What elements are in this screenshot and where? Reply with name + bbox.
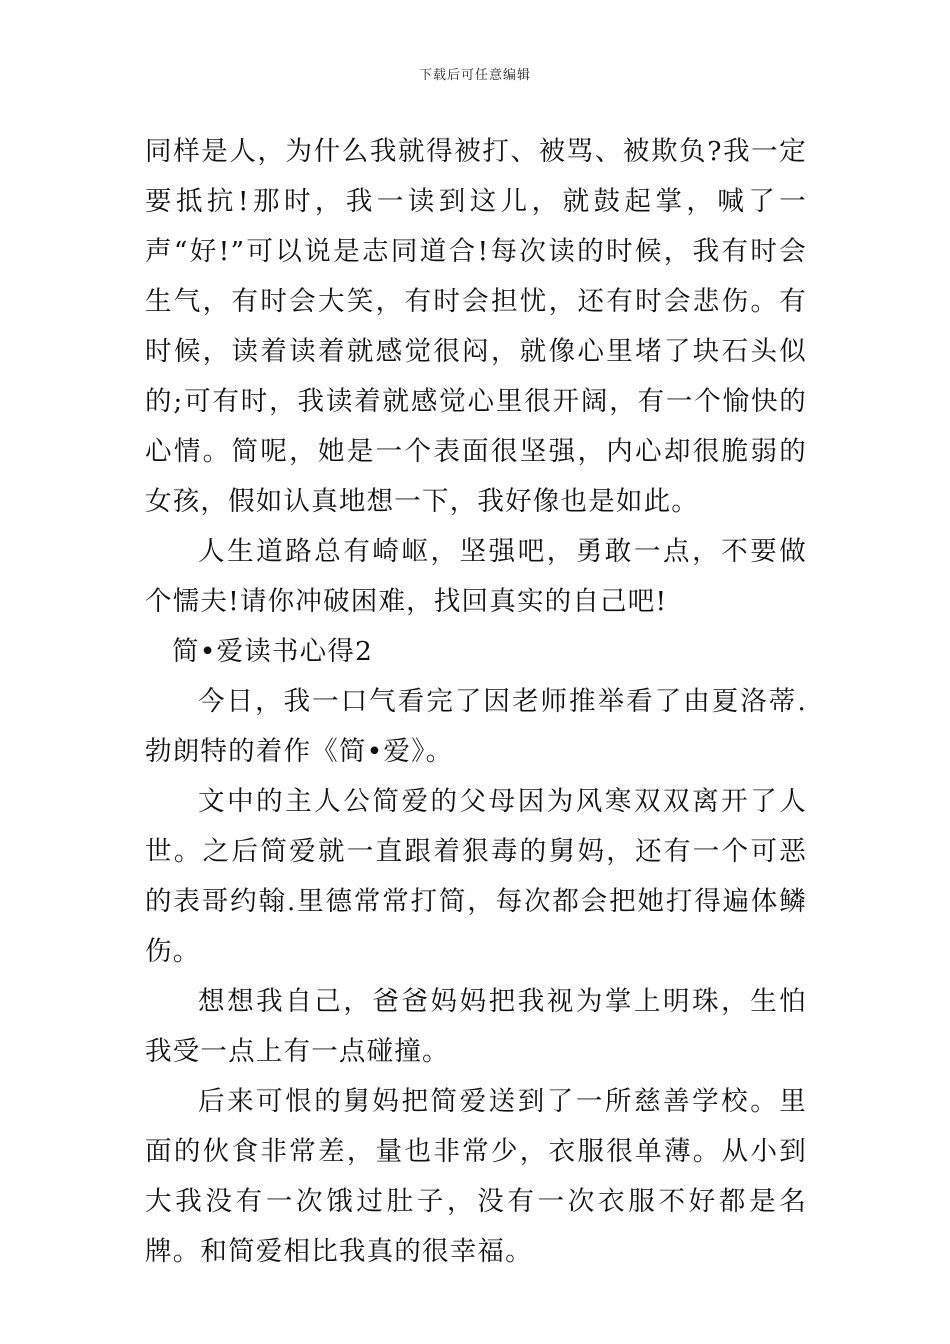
paragraph-intro: 今日，我一口气看完了因老师推举看了由夏洛蒂.勃朗特的着作《简•爱》。	[145, 686, 807, 767]
page-header: 下载后可任意编辑	[418, 68, 531, 83]
paragraph-encouragement: 人生道路总有崎岖，坚强吧，勇敢一点，不要做个懦夫!请你冲破困难，找回真实的自己吧!	[145, 536, 807, 617]
paragraph-school: 后来可恨的舅妈把简爱送到了一所慈善学校。里面的伙食非常差，量也非常少，衣服很单薄。从小到大我没有一次饿过肚子，没有一次衣服不好都是名牌。和简爱相比我真的很幸福。	[145, 1086, 807, 1267]
document-body	[145, 127, 807, 1277]
paragraph-reflection: 想想我自己，爸爸妈妈把我视为掌上明珠，生怕我受一点上有一点碰撞。	[145, 986, 807, 1067]
paragraph-continuation: 同样是人，为什么我就得被打、被骂、被欺负?我一定要抵抗!那时，我一读到这儿，就鼓起掌，喊了一声“好!”可以说是志同道合!每次读的时候，我有时会生气，有时会大笑，有时会担忧，还有时会悲伤。有时候，读着读着就感觉很闷，就像心里堵了块石头似的;可有时，我读着就感觉心里很开阔，有一个愉快的心情。简呢，她是一个表面很坚强，内心却很脆弱的女孩，假如认真地想一下，我好像也是如此。	[145, 136, 807, 517]
section-heading: 简•爱读书心得2	[172, 636, 374, 667]
paragraph-story: 文中的主人公简爱的父母因为风寒双双离开了人世。之后简爱就一直跟着狠毒的舅妈，还有一个可恶的表哥约翰.里德常常打简，每次都会把她打得遍体鳞伤。	[145, 786, 807, 967]
